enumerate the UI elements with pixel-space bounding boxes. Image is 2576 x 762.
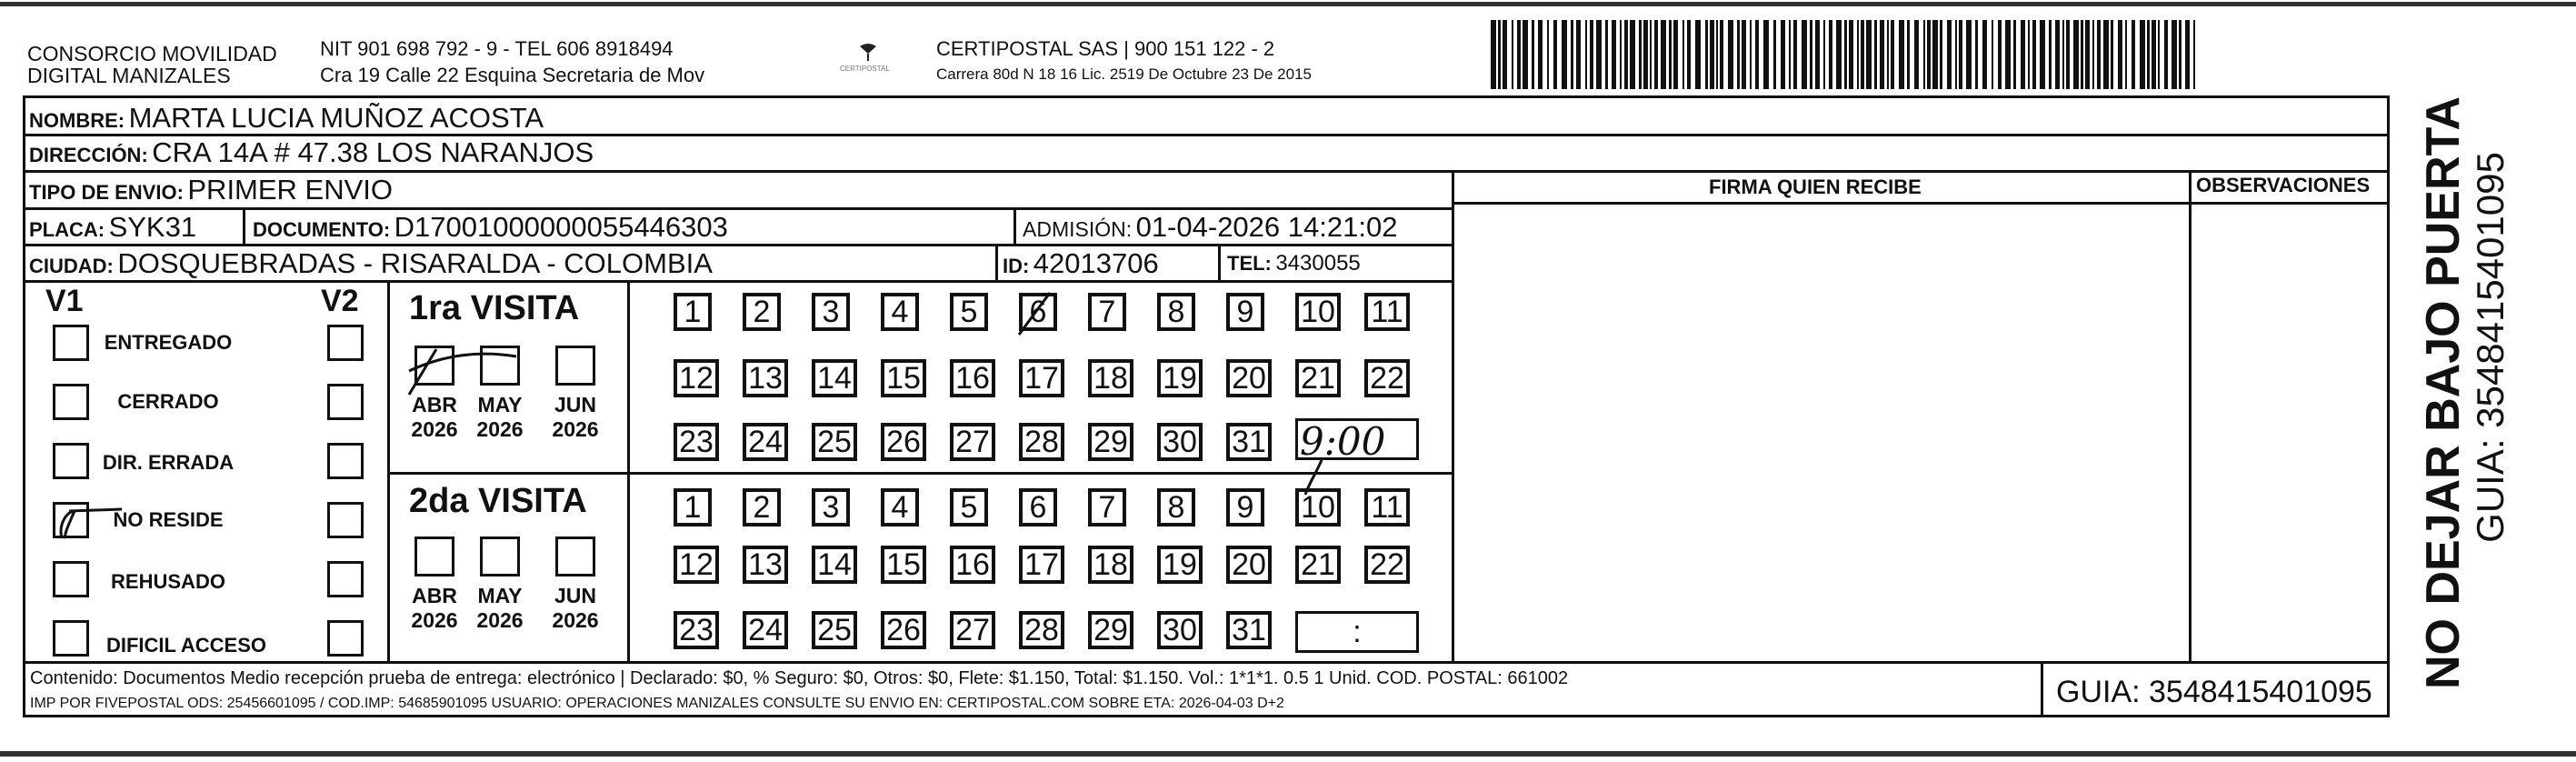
footer-divider xyxy=(23,661,2390,664)
barcode-bar xyxy=(1673,20,1678,89)
placa-field xyxy=(29,211,196,244)
barcode-bar xyxy=(1612,20,1616,89)
barcode-bar xyxy=(1823,20,1825,89)
barcode-bar xyxy=(1781,20,1785,89)
day-box-second-visit[interactable]: 24 xyxy=(743,611,788,649)
day-box-first-visit[interactable]: 22 xyxy=(1364,359,1410,397)
v2-dificil-acceso-checkbox[interactable] xyxy=(327,620,364,657)
barcode-bar xyxy=(1532,20,1534,89)
barcode-bar xyxy=(1596,20,1602,89)
direccion-label: DIRECCIÓN: xyxy=(29,144,148,166)
company-nit: NIT 901 698 792 - 9 - TEL 606 8918494 xyxy=(320,37,674,60)
barcode-bar xyxy=(1512,20,1513,89)
barcode-bar xyxy=(2081,20,2083,89)
barcode-bar xyxy=(2028,20,2030,89)
barcode-bar xyxy=(1538,20,1543,89)
barcode-bar xyxy=(1927,20,1931,89)
day-box-first-visit[interactable]: 12 xyxy=(674,359,719,397)
documento-label: DOCUMENTO: xyxy=(253,218,391,241)
day-box-first-visit[interactable]: 14 xyxy=(812,359,857,397)
barcode-bar xyxy=(1891,20,1894,89)
v1-label: V1 xyxy=(45,284,84,318)
time-separator: : xyxy=(1353,614,1362,649)
barcode-bar xyxy=(1975,20,1978,89)
day-box-first-visit[interactable]: 13 xyxy=(743,359,788,397)
tipo-envio-label: TIPO DE ENVIO: xyxy=(29,181,184,204)
observaciones-area[interactable] xyxy=(2193,206,2388,660)
day-box-first-visit[interactable]: 11 xyxy=(1364,293,1410,331)
v1-dir-errada-checkbox[interactable] xyxy=(53,443,89,479)
day-box-second-visit[interactable]: 28 xyxy=(1019,611,1064,649)
day-box-first-visit[interactable]: 27 xyxy=(950,423,995,461)
day-box-first-visit[interactable]: 24 xyxy=(743,423,788,461)
v1-cerrado-checkbox[interactable] xyxy=(53,384,89,420)
barcode-bar xyxy=(1955,20,1957,89)
barcode-bar xyxy=(1914,20,1919,89)
courier-name-line: CERTIPOSTAL SAS | 900 151 122 - 2 xyxy=(936,37,1275,60)
nombre-value: MARTA LUCIA MUÑOZ ACOSTA xyxy=(128,102,544,134)
status-label-dir-errada: DIR. ERRADA xyxy=(102,451,235,474)
month-year: 2026 xyxy=(476,608,524,632)
month-checkbox-second-visit[interactable] xyxy=(555,536,595,577)
ciudad-label: CIUDAD: xyxy=(29,255,114,277)
barcode-bar xyxy=(2103,20,2109,89)
row-divider xyxy=(23,207,1454,210)
courier-license-line: Carrera 80d N 18 16 Lic. 2519 De Octubre 23 De 2015 xyxy=(936,65,1312,83)
day-box-second-visit[interactable]: 29 xyxy=(1088,611,1133,649)
barcode-bar xyxy=(1585,20,1587,89)
day-box-first-visit[interactable]: 2 xyxy=(743,293,781,331)
day-box-second-visit[interactable]: 2 xyxy=(743,488,781,526)
handwritten-time-text: 9:00 xyxy=(1300,419,1386,464)
v1-entregado-checkbox[interactable] xyxy=(53,325,89,361)
handwritten-month-mark xyxy=(400,344,527,398)
v1-rehusado-checkbox[interactable] xyxy=(53,561,89,597)
barcode-bar xyxy=(2152,20,2156,89)
day-box-second-visit[interactable]: 22 xyxy=(1364,546,1410,584)
barcode-bar xyxy=(1661,20,1666,89)
barcode-bar xyxy=(1899,20,1904,89)
day-box-second-visit[interactable]: 16 xyxy=(950,546,995,584)
tipo-envio-value: PRIMER ENVIO xyxy=(187,174,394,206)
barcode-bar xyxy=(1630,20,1635,89)
barcode-bar xyxy=(1874,20,1877,89)
barcode-bar xyxy=(1710,20,1714,89)
barcode-bar xyxy=(1590,20,1593,89)
barcode-bar xyxy=(1716,20,1718,89)
month-year: 2026 xyxy=(552,608,599,632)
barcode-bar xyxy=(1849,20,1853,89)
day-box-second-visit[interactable]: 3 xyxy=(812,488,850,526)
month-checkbox-first-visit[interactable] xyxy=(555,346,595,386)
day-box-second-visit[interactable]: 27 xyxy=(950,611,995,649)
day-box-second-visit[interactable]: 17 xyxy=(1019,546,1064,584)
barcode-bar xyxy=(1553,20,1557,89)
row-divider xyxy=(23,170,2390,173)
v2-rehusado-checkbox[interactable] xyxy=(327,561,364,597)
day-box-first-visit[interactable]: 20 xyxy=(1226,359,1272,397)
time-box-second-visit[interactable] xyxy=(1295,611,1419,653)
barcode-bar xyxy=(1755,20,1759,89)
barcode-bar xyxy=(1880,20,1884,89)
month-name: ABR xyxy=(412,393,457,416)
day-box-second-visit[interactable]: 7 xyxy=(1088,488,1126,526)
status-label-dificil-acceso: DIFICIL ACCESO xyxy=(105,634,266,657)
tel-label: TEL: xyxy=(1227,252,1272,275)
barcode-bar xyxy=(1947,20,1952,89)
month-year: 2026 xyxy=(411,608,458,632)
barcode-bar xyxy=(1810,20,1812,89)
imp-text: IMP POR FIVEPOSTAL ODS: 25456601095 / COD.IMP: 54685901095 USUARIO: OPERACIONES MANIZALES CONSULTE SU ENVIO EN: CERTIPOSTAL.COM SOBRE ETA: 2026-04-03 D+2 xyxy=(30,696,1284,711)
day-box-second-visit[interactable]: 21 xyxy=(1295,546,1341,584)
day-box-first-visit[interactable]: 7 xyxy=(1088,293,1126,331)
month-year: 2026 xyxy=(411,417,458,441)
day-box-second-visit[interactable]: 1 xyxy=(674,488,712,526)
barcode-bar xyxy=(1773,20,1776,89)
documento-field xyxy=(253,211,728,244)
barcode-bar xyxy=(1498,20,1501,89)
visit-divider-vertical xyxy=(627,280,630,661)
barcode-bar xyxy=(1857,20,1859,89)
ciudad-field xyxy=(29,247,713,280)
barcode-bar xyxy=(1491,20,1496,89)
barcode-bar xyxy=(1624,20,1628,89)
barcode-bar xyxy=(1829,20,1832,89)
month-checkbox-second-visit[interactable] xyxy=(414,536,454,577)
barcode-bar xyxy=(2185,20,2190,89)
v2-no-reside-checkbox[interactable] xyxy=(327,502,364,538)
day-box-first-visit[interactable]: 30 xyxy=(1157,423,1203,461)
observaciones-label: OBSERVACIONES xyxy=(2196,174,2371,196)
footer-guia-divider xyxy=(2041,661,2043,716)
barcode-bar xyxy=(2066,20,2070,89)
barcode-bar xyxy=(1742,20,1746,89)
day-box-first-visit[interactable]: 28 xyxy=(1019,423,1064,461)
day-box-second-visit[interactable]: 19 xyxy=(1157,546,1203,584)
barcode-bar xyxy=(1517,20,1521,89)
row-divider xyxy=(23,244,1454,246)
month-checkbox-second-visit[interactable] xyxy=(480,536,520,577)
barcode-bar xyxy=(1861,20,1864,89)
barcode-bar xyxy=(1932,20,1938,89)
day-box-second-visit[interactable]: 20 xyxy=(1226,546,1272,584)
nombre-label: NOMBRE: xyxy=(29,109,125,132)
barcode-bar xyxy=(1844,20,1847,89)
barcode-bar xyxy=(1907,20,1910,89)
barcode-bar xyxy=(1705,20,1708,89)
barcode-bar xyxy=(1605,20,1608,89)
handwritten-time xyxy=(1291,415,1427,496)
signature-left-border xyxy=(1452,170,1454,661)
primera-visita-label: 1ra VISITA xyxy=(409,289,580,327)
day-box-first-visit[interactable]: 18 xyxy=(1088,359,1133,397)
day-box-first-visit[interactable]: 5 xyxy=(950,293,988,331)
barcode-bar xyxy=(1682,20,1684,89)
day-box-first-visit[interactable]: 16 xyxy=(950,359,995,397)
segunda-visita-label: 2da VISITA xyxy=(409,482,587,520)
bottom-edge-rule xyxy=(0,751,2576,757)
id-value: 42013706 xyxy=(1033,247,1159,279)
barcode-bar xyxy=(2193,20,2195,89)
v1-dificil-acceso-checkbox[interactable] xyxy=(53,620,89,657)
day-box-first-visit[interactable]: 10 xyxy=(1295,293,1341,331)
day-box-second-visit[interactable]: 12 xyxy=(674,546,719,584)
day-box-second-visit[interactable]: 9 xyxy=(1226,488,1264,526)
status-label-rehusado: REHUSADO xyxy=(111,570,225,593)
day-box-second-visit[interactable]: 18 xyxy=(1088,546,1133,584)
barcode-bar xyxy=(1523,20,1528,89)
nombre-field xyxy=(29,102,544,135)
barcode-bar xyxy=(1802,20,1807,89)
barcode-bar xyxy=(2118,20,2122,89)
tel-field xyxy=(1227,251,1361,276)
barcode-bar xyxy=(2040,20,2045,89)
company-name-line2: DIGITAL MANIZALES xyxy=(27,64,231,87)
barcode-bar xyxy=(1763,20,1769,89)
month-name: JUN xyxy=(554,584,596,607)
barcode-bar xyxy=(1737,20,1740,89)
barcode-bar xyxy=(1728,20,1733,89)
barcode-bar xyxy=(2111,20,2113,89)
month-name: MAY xyxy=(477,584,523,607)
placa-label: PLACA: xyxy=(29,218,105,241)
barcode-bar xyxy=(1789,20,1791,89)
barcode-bar xyxy=(1966,20,1972,89)
admision-field xyxy=(1023,211,1397,244)
day-box-second-visit[interactable]: 23 xyxy=(674,611,719,649)
barcode-bar xyxy=(1923,20,1925,89)
barcode-bar xyxy=(2055,20,2060,89)
barcode-bar xyxy=(2164,20,2168,89)
barcode-bar xyxy=(2021,20,2025,89)
day-box-first-visit[interactable]: 21 xyxy=(1295,359,1341,397)
barcode-bar xyxy=(1720,20,1723,89)
barcode-bar xyxy=(1959,20,1962,89)
day-box-second-visit[interactable]: 14 xyxy=(812,546,857,584)
placa-value: SYK31 xyxy=(108,211,197,243)
status-label-entregado: ENTREGADO xyxy=(104,331,233,354)
admision-label: ADMISIÓN: xyxy=(1023,217,1133,241)
status-label-cerrado: CERRADO xyxy=(117,390,219,413)
courier-logo xyxy=(827,41,909,77)
day-box-second-visit[interactable]: 26 xyxy=(881,611,926,649)
v2-entregado-checkbox[interactable] xyxy=(327,325,364,361)
contenido-text: Contenido: Documentos Medio recepción prueba de entrega: electrónico | Declarado: $0, % Seguro: $0, Otros: $0, Flete: $1.150, Total: $1.150. Vol.: 1*1*1. 0.5 1 Unid. COD. POSTAL: 661002 xyxy=(30,668,1569,688)
barcode-bar xyxy=(2005,20,2011,89)
ciudad-value: DOSQUEBRADAS - RISARALDA - COLOMBIA xyxy=(117,247,713,279)
side-guia: GUIA: 3548415401095 xyxy=(2469,152,2511,543)
admision-value: 01-04-2026 14:21:02 xyxy=(1135,211,1398,243)
day-box-second-visit[interactable]: 13 xyxy=(743,546,788,584)
month-name: MAY xyxy=(477,393,523,416)
day-box-second-visit[interactable]: 15 xyxy=(881,546,926,584)
direccion-field xyxy=(29,136,594,169)
day-box-first-visit[interactable]: 3 xyxy=(812,293,850,331)
month-year: 2026 xyxy=(476,417,524,441)
day-box-first-visit[interactable]: 31 xyxy=(1226,423,1272,461)
v2-cerrado-checkbox[interactable] xyxy=(327,384,364,420)
top-edge-rule xyxy=(0,2,2576,6)
day-box-second-visit[interactable]: 25 xyxy=(812,611,857,649)
barcode-bar xyxy=(2073,20,2079,89)
barcode-bar xyxy=(1998,20,2002,89)
barcode-bar xyxy=(2132,20,2135,89)
barcode-bar xyxy=(1620,20,1622,89)
barcode-bar xyxy=(1793,20,1797,89)
barcode-bar xyxy=(2013,20,2016,89)
day-box-second-visit[interactable]: 5 xyxy=(950,488,988,526)
day-box-first-visit[interactable]: 19 xyxy=(1157,359,1203,397)
day-box-first-visit[interactable]: 4 xyxy=(881,293,919,331)
barcode-bar xyxy=(1815,20,1820,89)
barcode-bar xyxy=(1654,20,1658,89)
cell-divider xyxy=(1013,207,1016,244)
barcode-bar xyxy=(1982,20,1987,89)
barcode-bar xyxy=(2062,20,2064,89)
barcode-bar xyxy=(2092,20,2094,89)
month-name: JUN xyxy=(554,393,596,416)
id-field xyxy=(1003,247,1159,280)
footer-guia: GUIA: 3548415401095 xyxy=(2056,675,2372,709)
barcode-bar xyxy=(2049,20,2052,89)
barcode-bar xyxy=(1940,20,1942,89)
barcode-bar xyxy=(1571,20,1573,89)
day-box-second-visit[interactable]: 11 xyxy=(1364,488,1410,526)
logo-text: CERTIPOSTAL xyxy=(840,65,890,73)
barcode-bar xyxy=(1992,20,1993,89)
barcode-bar xyxy=(2179,20,2182,89)
day-box-second-visit[interactable]: 31 xyxy=(1226,611,1272,649)
day-box-second-visit[interactable]: 10 xyxy=(1295,488,1341,526)
documento-value: D17001000000055446303 xyxy=(394,211,728,243)
barcode-bar xyxy=(1695,20,1701,89)
company-address: Cra 19 Calle 22 Esquina Secretaria de Mov xyxy=(320,64,705,86)
barcode-bar xyxy=(2140,20,2145,89)
day-box-second-visit[interactable]: 8 xyxy=(1157,488,1195,526)
day-box-first-visit[interactable]: 29 xyxy=(1088,423,1133,461)
company-name-line1: CONSORCIO MOVILIDAD xyxy=(27,42,277,65)
barcode-bar xyxy=(2032,20,2036,89)
day-box-first-visit[interactable]: 8 xyxy=(1157,293,1195,331)
day-box-first-visit[interactable]: 1 xyxy=(674,293,712,331)
barcode-bar xyxy=(2158,20,2160,89)
barcode-bar xyxy=(1866,20,1872,89)
day-box-first-visit[interactable]: 23 xyxy=(674,423,719,461)
handwritten-day-mark xyxy=(1013,289,1059,336)
signature-header-divider xyxy=(1452,202,2390,205)
barcode-bar xyxy=(2172,20,2177,89)
barcode-bar xyxy=(1562,20,1567,89)
cell-divider xyxy=(243,207,245,244)
barcode xyxy=(1491,20,2218,89)
v2-dir-errada-checkbox[interactable] xyxy=(327,443,364,479)
barcode-bar xyxy=(1503,20,1507,89)
tipo-envio-field xyxy=(29,174,393,206)
day-box-first-visit[interactable]: 17 xyxy=(1019,359,1064,397)
month-name: ABR xyxy=(412,584,457,607)
side-warning: NO DEJAR BAJO PUERTA xyxy=(2417,95,2470,690)
signature-area[interactable] xyxy=(1456,206,2187,660)
barcode-bar xyxy=(1650,20,1652,89)
day-box-second-visit[interactable]: 30 xyxy=(1157,611,1203,649)
cell-divider xyxy=(1218,244,1221,280)
status-label-no-reside: NO RESIDE xyxy=(113,508,224,531)
day-box-first-visit[interactable]: 25 xyxy=(812,423,857,461)
id-label: ID: xyxy=(1003,255,1030,277)
barcode-bar xyxy=(1639,20,1642,89)
cell-divider xyxy=(995,244,998,280)
barcode-bar xyxy=(1750,20,1752,89)
barcode-bar xyxy=(1669,20,1672,89)
tel-value: 3430055 xyxy=(1275,251,1361,276)
direccion-value: CRA 14A # 47.38 LOS NARANJOS xyxy=(152,136,594,168)
barcode-bar xyxy=(2125,20,2127,89)
firma-label: FIRMA QUIEN RECIBE xyxy=(1709,175,1922,198)
day-box-second-visit[interactable]: 6 xyxy=(1019,488,1057,526)
signature-right-border xyxy=(2189,170,2192,661)
day-box-first-visit[interactable]: 15 xyxy=(881,359,926,397)
row-divider xyxy=(23,280,1454,283)
barcode-bar xyxy=(1836,20,1842,89)
barcode-bar xyxy=(1887,20,1889,89)
barcode-bar xyxy=(1547,20,1549,89)
status-divider xyxy=(387,280,390,661)
barcode-bar xyxy=(1643,20,1648,89)
day-box-second-visit[interactable]: 4 xyxy=(881,488,919,526)
barcode-bar xyxy=(2085,20,2090,89)
month-year: 2026 xyxy=(552,417,599,441)
day-box-first-visit[interactable]: 26 xyxy=(881,423,926,461)
v2-label: V2 xyxy=(321,284,359,318)
barcode-bar xyxy=(1576,20,1581,89)
barcode-bar xyxy=(1687,20,1691,89)
day-box-first-visit[interactable]: 9 xyxy=(1226,293,1264,331)
barcode-bar xyxy=(2097,20,2101,89)
day-box-first-visit[interactable]: 6 xyxy=(1019,293,1057,331)
barcode-bar xyxy=(2147,20,2150,89)
